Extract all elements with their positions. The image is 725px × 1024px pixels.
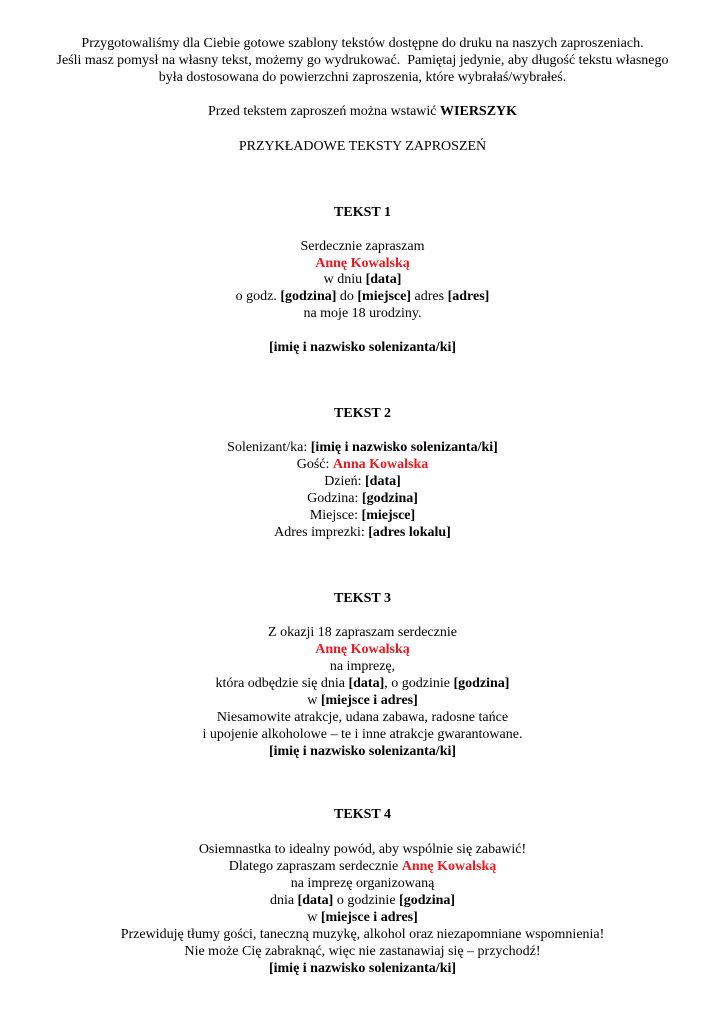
text3-line-5 bbox=[0, 692, 725, 709]
text3-l4-c: , o godzinie bbox=[384, 676, 454, 691]
poem-note bbox=[0, 103, 725, 120]
intro-line-1: Przygotowaliśmy dla Ciebie gotowe szablony tekstów dostępne do druku na naszych zaproszeniach. bbox=[81, 36, 644, 51]
text2-l6-a: Adres imprezki: bbox=[274, 525, 369, 540]
text1-l4-c: do bbox=[336, 289, 358, 304]
text1-line-4 bbox=[0, 288, 725, 305]
text1-guest-name: Annę Kowalską bbox=[315, 256, 410, 271]
text2-l4-a: Godzina: bbox=[307, 491, 362, 506]
text2-place-placeholder: [miejsce] bbox=[361, 508, 416, 523]
text4-line-7: Nie może Cię zabraknąć, więc nie zastanawiaj się – przychodź! bbox=[184, 944, 541, 959]
text2-l2-a: Gość: bbox=[296, 457, 333, 472]
text1-time-placeholder: [godzina] bbox=[280, 289, 337, 304]
text1-signature: [imię i nazwisko solenizanta/ki] bbox=[268, 340, 457, 355]
text2-line-6 bbox=[0, 524, 725, 541]
text2-heading: TEKST 2 bbox=[334, 406, 391, 421]
text2-time-placeholder: [godzina] bbox=[361, 491, 418, 506]
text2-celebrant-placeholder: [imię i nazwisko solenizanta/ki] bbox=[310, 440, 498, 455]
text4-signature: [imię i nazwisko solenizanta/ki] bbox=[268, 961, 457, 976]
text4-time-placeholder: [godzina] bbox=[399, 893, 456, 908]
text3-time-placeholder: [godzina] bbox=[453, 676, 510, 691]
text3-line-6: Niesamowite atrakcje, udana zabawa, radosne tańce bbox=[216, 710, 509, 725]
text2-venue-placeholder: [adres lokalu] bbox=[368, 525, 451, 540]
intro-line-3: była dostosowana do powierzchni zaproszenia, które wybrałaś/wybrałeś. bbox=[158, 70, 567, 85]
text4-line-6: Przewiduję tłumy gości, taneczną muzykę, alkohol oraz niezapomniane wspomnienia! bbox=[120, 927, 605, 942]
text1-l4-a: o godz. bbox=[235, 289, 281, 304]
text4-l2-a: Dlatego zapraszam serdecznie bbox=[228, 859, 402, 874]
text2-line-5 bbox=[0, 507, 725, 524]
text3-signature: [imię i nazwisko solenizanta/ki] bbox=[268, 744, 457, 759]
text2-line-4 bbox=[0, 490, 725, 507]
text4-line-5 bbox=[0, 909, 725, 926]
intro-line-2: Jeśli masz pomysł na własny tekst, możemy go wydrukować. Pamiętaj jedynie, aby długość tekstu własnego bbox=[56, 53, 669, 68]
text2-l3-a: Dzień: bbox=[324, 474, 366, 489]
text3-place-placeholder: [miejsce i adres] bbox=[320, 693, 418, 708]
text2-l5-a: Miejsce: bbox=[309, 508, 362, 523]
text4-date-placeholder: [data] bbox=[297, 893, 334, 908]
text1-heading: TEKST 1 bbox=[334, 205, 391, 220]
text2-date-placeholder: [data] bbox=[365, 474, 401, 489]
text2-guest-name: Anna Kowalska bbox=[332, 457, 429, 472]
text2-line-3 bbox=[0, 473, 725, 490]
text1-l4-e: adres bbox=[411, 289, 448, 304]
text1-place-placeholder: [miejsce] bbox=[357, 289, 412, 304]
text4-l4-a: dnia bbox=[269, 893, 298, 908]
text4-l4-c: o godzinie bbox=[333, 893, 400, 908]
text3-l5-a: w bbox=[307, 693, 321, 708]
text1-line-1: Serdecznie zapraszam bbox=[300, 239, 425, 254]
text4-line-2 bbox=[0, 858, 725, 875]
text4-place-placeholder: [miejsce i adres] bbox=[320, 910, 418, 925]
text4-heading: TEKST 4 bbox=[334, 807, 391, 822]
text4-line-4 bbox=[0, 892, 725, 909]
text3-date-placeholder: [data] bbox=[348, 676, 385, 691]
text3-line-1: Z okazji 18 zapraszam serdecznie bbox=[268, 625, 457, 640]
text3-heading: TEKST 3 bbox=[334, 591, 391, 606]
poem-keyword: WIERSZYK bbox=[440, 104, 518, 119]
text1-line-3 bbox=[0, 271, 725, 288]
section-heading: PRZYKŁADOWE TEKSTY ZAPROSZEŃ bbox=[238, 139, 487, 154]
text2-l1-a: Solenizant/ka: bbox=[227, 440, 311, 455]
text1-date-placeholder: [data] bbox=[365, 272, 402, 287]
text1-line-5: na moje 18 urodziny. bbox=[303, 306, 422, 321]
text1-address-placeholder: [adres] bbox=[447, 289, 490, 304]
poem-note-text: Przed tekstem zaproszeń można wstawić bbox=[207, 104, 441, 119]
text2-line-1 bbox=[0, 439, 725, 456]
text4-l5-a: w bbox=[307, 910, 321, 925]
text3-guest-name: Annę Kowalską bbox=[315, 642, 410, 657]
text3-line-7: i upojenie alkoholowe – te i inne atrakcje gwarantowane. bbox=[202, 727, 523, 742]
text3-line-3: na imprezę, bbox=[329, 659, 396, 674]
text4-guest-name: Annę Kowalską bbox=[401, 859, 497, 874]
text4-line-1: Osiemnastka to idealny powód, aby wspólnie się zabawić! bbox=[198, 842, 527, 857]
text2-line-2 bbox=[0, 456, 725, 473]
text1-l3-a: w dniu bbox=[323, 272, 366, 287]
text3-line-4 bbox=[0, 675, 725, 692]
text4-line-3: na imprezę organizowaną bbox=[290, 876, 435, 891]
text3-l4-a: która odbędzie się dnia bbox=[215, 676, 349, 691]
